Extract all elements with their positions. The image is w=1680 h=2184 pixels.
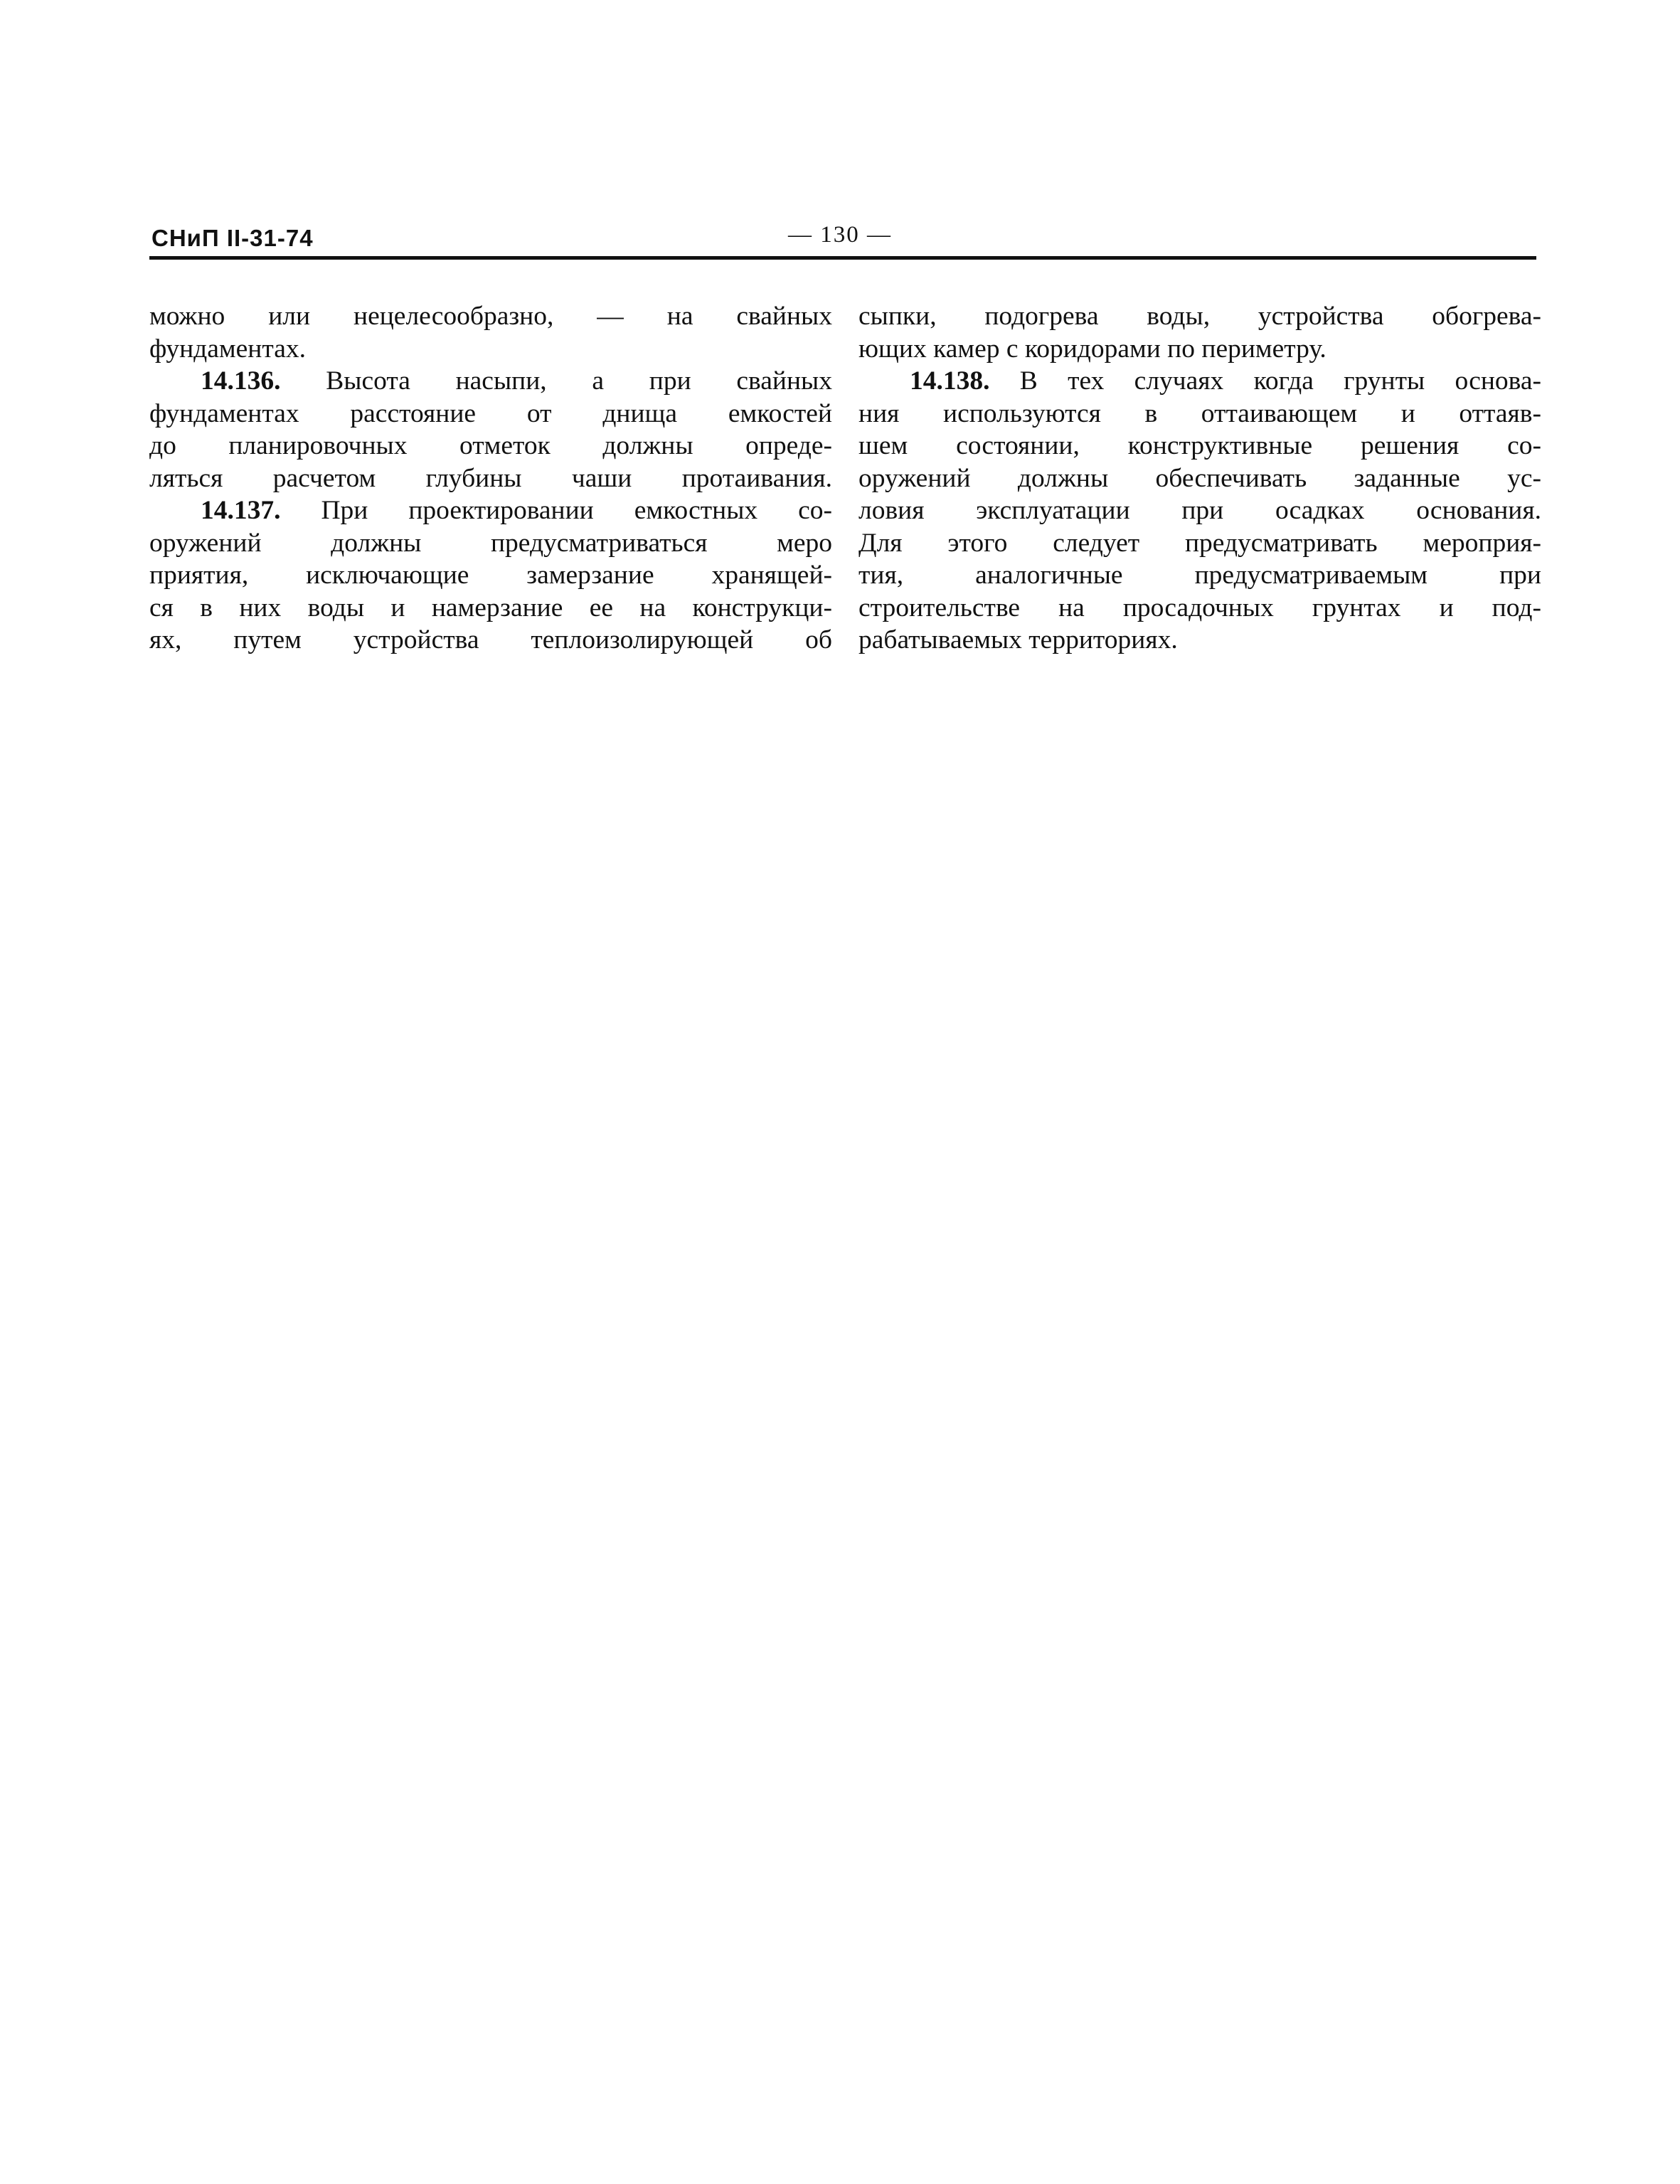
text-line: рабатываемых территориях. <box>858 625 1178 654</box>
right-column <box>858 300 1541 657</box>
text-line: ловия эксплуатации при осадках основания. <box>858 496 1541 525</box>
text-line: фундаментах расстояние от днища емкостей <box>149 398 832 428</box>
text-line: сыпки, подогрева воды, устройства обогрева- <box>858 302 1541 331</box>
text-line: оружений должны предусматриваться меро <box>149 528 832 558</box>
text-line: тия, аналогичные предусматриваемым при <box>858 561 1541 590</box>
text-line: фундаментах. <box>149 334 306 364</box>
text-line: оружений должны обеспечивать заданные ус- <box>858 463 1541 493</box>
page-number: — 130 — <box>788 222 892 248</box>
paragraph-first-line-text: При проектировании емкостных со- <box>321 496 832 525</box>
paragraph-14-138 <box>858 365 1541 657</box>
text-line: ния используются в оттаивающем и оттаяв- <box>858 398 1541 428</box>
text-line <box>149 365 832 398</box>
paragraph-number: 14.138. <box>910 366 990 396</box>
paragraph-14-136 <box>149 365 832 494</box>
left-column <box>149 300 832 657</box>
text-line: ся в них воды и намерзание ее на конструкци- <box>149 593 832 622</box>
paragraph-first-line-text: В тех случаях когда грунты основа- <box>1019 366 1541 396</box>
text-line <box>149 494 832 527</box>
text-line: ющих камер с коридорами по периметру. <box>858 334 1327 364</box>
text-line: ях, путем устройства теплоизолирующей об <box>149 625 832 654</box>
text-line: шем состоянии, конструктивные решения со- <box>858 431 1541 460</box>
text-line: строительстве на просадочных грунтах и под- <box>858 593 1541 622</box>
text-line <box>858 365 1541 398</box>
paragraph-continued <box>149 300 832 365</box>
text-line: ляться расчетом глубины чаши протаивания. <box>149 463 832 493</box>
header-divider <box>149 256 1536 260</box>
text-line: приятия, исключающие замерзание хранящей- <box>149 561 832 590</box>
paragraph-continued <box>858 300 1541 365</box>
text-line: Для этого следует предусматривать мероприя- <box>858 528 1541 558</box>
paragraph-number: 14.137. <box>201 496 281 525</box>
paragraph-14-137 <box>149 494 832 657</box>
text-line: можно или нецелесообразно, — на свайных <box>149 302 832 331</box>
text-line: до планировочных отметок должны опреде- <box>149 431 832 460</box>
paragraph-number: 14.136. <box>201 366 281 396</box>
document-code: СНиП II-31-74 <box>151 225 314 251</box>
paragraph-first-line-text: Высота насыпи, а при свайных <box>326 366 832 396</box>
